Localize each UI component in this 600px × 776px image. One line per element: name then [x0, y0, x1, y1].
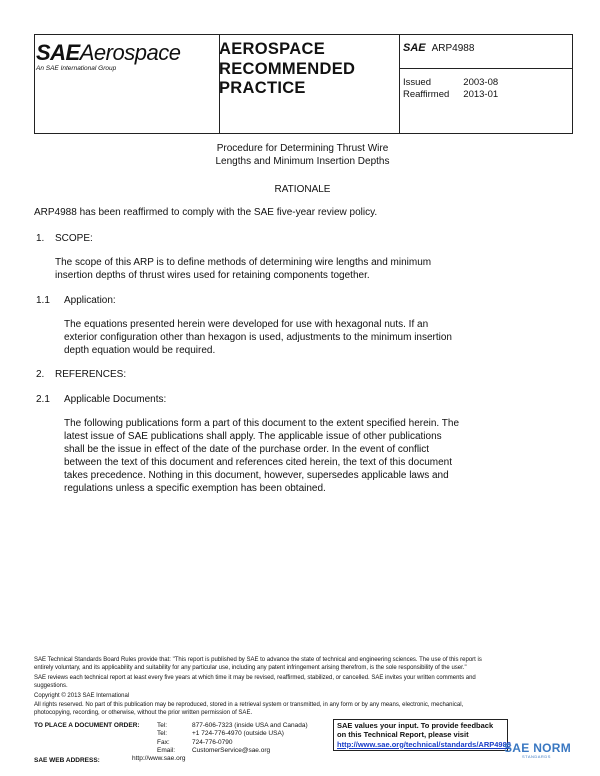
fax-value: 724-776-0790 [192, 738, 233, 746]
section-1-1-text [64, 318, 452, 357]
email-label: Email: [157, 746, 176, 754]
logo-aero-text: Aerospace [79, 40, 181, 65]
footnote-line: suggestions. [34, 682, 68, 689]
footnote-line: All rights reserved. No part of this publication may be reproduced, stored in a retrieval system or transmitted, in any form or by any means, electronic, mechanical, [34, 702, 464, 708]
section-1-title: SCOPE: [55, 233, 93, 244]
logo-tagline: An SAE International Group [36, 65, 117, 72]
paragraph-line: exterior configuration other than hexagon is used, adjustments to the minimum insertion [64, 332, 452, 343]
sae-norm-watermark: SAE NORM [504, 741, 572, 755]
title-line: PRACTICE [219, 79, 306, 97]
document-type-title [219, 40, 355, 99]
order-info [34, 722, 308, 755]
section-2-number: 2. [36, 369, 45, 380]
issued-label: Issued [403, 77, 431, 88]
title-line: RECOMMENDED [219, 59, 356, 78]
tel2-label: Tel: [157, 730, 168, 738]
document-id [403, 42, 474, 54]
feedback-link[interactable]: http://www.sae.org/technical/standards/ARP4988 [337, 739, 511, 749]
paragraph-line: The equations presented herein were developed for use with hexagonal nuts. If an [64, 319, 429, 330]
section-1-1-number: 1.1 [36, 295, 50, 306]
tel-value[interactable]: 877-606-7323 (inside USA and Canada) [192, 722, 308, 729]
sae-norm-sub: STANDARDS [522, 754, 551, 759]
rationale-text: ARP4988 has been reaffirmed to comply with the SAE five-year review policy. [34, 207, 378, 218]
paragraph-line: shall be the issue in effect of the date of the purchase order. In the event of conflict [64, 444, 430, 455]
technical-standards-note [34, 657, 574, 672]
footnote-line: SAE reviews each technical report at least every five years at which time it may be revised, reaffirmed, stabilized, or cancelled. SAE invites your written comments and [34, 675, 476, 681]
tel-label: Tel: [157, 722, 168, 729]
footnote-line: entirely voluntary, and its applicability and suitability for any particular use, including any patent infringement arising therefrom, is the sole responsibility of the user." [34, 664, 467, 671]
paragraph-line: The following publications form a part of this document to the extent specified herein. The [64, 418, 460, 429]
paragraph-line: latest issue of SAE publications shall apply. The applicable issue of other publications [64, 431, 442, 442]
feedback-line: on this Technical Report, please visit [337, 730, 469, 740]
sae-small-logo: SAE [403, 42, 426, 54]
footnote-line: photocopying, recording, or otherwise, without the prior written permission of SAE. [34, 709, 253, 716]
subject-line: Lengths and Minimum Insertion Depths [215, 156, 390, 167]
order-label: TO PLACE A DOCUMENT ORDER: [34, 722, 140, 729]
feedback-line: SAE values your input. To provide feedback [337, 721, 494, 730]
issue-dates [403, 77, 512, 101]
section-1-text [55, 256, 431, 282]
web-address-label: SAE WEB ADDRESS: [34, 757, 100, 764]
section-1-number: 1. [36, 233, 45, 244]
paragraph-line: regulations unless a specific exemption has been obtained. [64, 483, 326, 494]
copyright: Copyright © 2013 SAE International [34, 693, 130, 699]
fax-label: Fax: [157, 738, 170, 746]
header-divider-3 [399, 68, 572, 69]
email-link[interactable]: CustomerService@sae.org [192, 746, 271, 754]
title-line: AEROSPACE [219, 40, 325, 58]
tel2-value[interactable]: +1 724-776-4970 (outside USA) [192, 730, 284, 738]
section-2-1-text [64, 417, 459, 495]
issued-value: 2003-08 [463, 77, 499, 88]
web-address-link[interactable]: http://www.sae.org [132, 755, 186, 762]
sae-aerospace-logo [36, 40, 180, 72]
header-divider-2 [399, 35, 400, 133]
paragraph-line: The scope of this ARP is to define methods of determining wire lengths and minimum [55, 257, 432, 268]
footnote-line: SAE Technical Standards Board Rules provide that: "This report is published by SAE to advance the state of technical and engineering sciences. The use of this report is [34, 657, 482, 663]
rights-note [34, 702, 574, 717]
subject-line: Procedure for Determining Thrust Wire [216, 143, 389, 154]
document-subject [184, 142, 421, 168]
feedback-box [333, 719, 511, 751]
reaffirmed-value: 2013-01 [463, 89, 499, 100]
paragraph-line: insertion depths of thrust wires used for retaining components together. [55, 270, 370, 281]
paragraph-line: depth equation would be required. [64, 345, 216, 356]
paragraph-line: between the text of this document and references cited herein, the text of this document [64, 457, 453, 468]
doc-number: ARP4988 [431, 43, 475, 54]
section-2-1-title: Applicable Documents: [64, 394, 167, 405]
review-note [34, 675, 574, 690]
section-2-title: REFERENCES: [55, 369, 127, 380]
rationale-heading: RATIONALE [274, 184, 331, 195]
paragraph-line: takes precedence. Nothing in this document, however, supersedes applicable laws and [64, 470, 449, 481]
section-2-1-number: 2.1 [36, 394, 50, 405]
reaffirmed-label: Reaffirmed [403, 89, 450, 100]
logo-sae-text: SAE [36, 40, 80, 65]
section-1-1-title: Application: [64, 295, 116, 306]
